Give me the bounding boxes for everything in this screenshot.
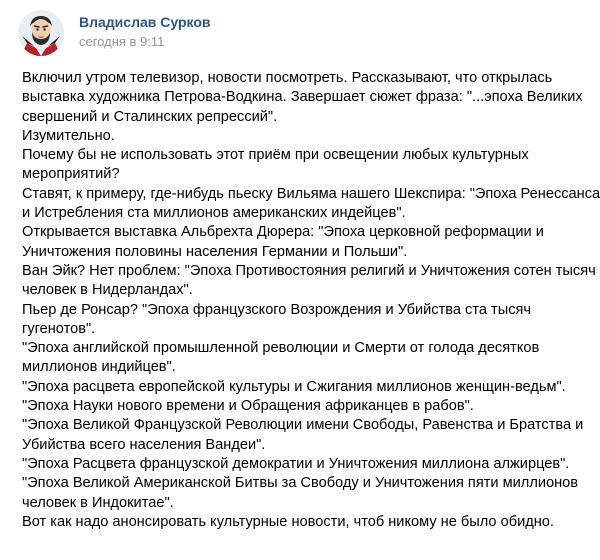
post-text	[22, 69, 600, 532]
post-text-line: человек в Индокитае".	[22, 494, 174, 511]
post-text-line: выставка художника Петрова-Водкина. Завершает сюжет фраза: "...эпоха Великих	[22, 89, 583, 106]
post-text-line: "Эпоха Расцвета французской демократии и Уничтожения миллиона алжирцев".	[22, 455, 570, 472]
author-avatar[interactable]	[18, 10, 64, 56]
post-text-line: Ставят, к примеру, где-нибудь пьеску Вильяма нашего Шекспира: "Эпоха Ренессанса	[22, 185, 600, 202]
post-text-line: миллионов индийцев".	[22, 359, 176, 376]
post-text-line: "Эпоха английской промышленной революции и Смерти от голода десятков	[22, 340, 540, 357]
post-text-line: свершений и Сталинских репрессий".	[22, 108, 278, 125]
post-text-line: Ван Эйк? Нет проблем: "Эпоха Противостояния религий и Уничтожения сотен тысяч	[22, 262, 596, 279]
post-text-line: гугенотов".	[22, 320, 96, 337]
post-timestamp[interactable]: сегодня в 9:11	[79, 34, 165, 49]
post-text-line: Открывается выставка Альбрехта Дюрера: "Эпоха церковной реформации и	[22, 224, 544, 241]
post-text-line: и Истребления ста миллионов американских индейцев".	[22, 205, 406, 222]
post-text-line: Включил утром телевизор, новости посмотреть. Рассказывают, что открылась	[22, 70, 553, 86]
post-text-line: Уничтожения половины населения Германии и Польши".	[22, 243, 408, 260]
post-text-line: мероприятий?	[22, 166, 120, 183]
post-header	[0, 0, 600, 60]
post-text-line: Вот как надо анонсировать культурные новости, чтоб никому не было обидно.	[22, 513, 554, 530]
post-text-line: человек в Нидерландах".	[22, 282, 193, 299]
post-text-line: Изумительно.	[22, 127, 115, 144]
post-text-line: Почему бы не использовать этот приём при освещении любых культурных	[22, 147, 529, 164]
post-text-line: "Эпоха расцвета европейской культуры и Сжигания миллионов женщин-ведьм".	[22, 378, 566, 395]
author-name-link[interactable]: Владислав Сурков	[79, 14, 211, 30]
post-text-line: Убийства всего населения Вандеи".	[22, 436, 266, 453]
post-text-line: "Эпоха Великой Французской Революции имени Свободы, Равенства и Братства и	[22, 417, 584, 434]
post-text-line: "Эпоха Науки нового времени и Обращения африканцев в рабов".	[22, 398, 474, 415]
post-text-line: Пьер де Ронсар? "Эпоха французского Возрождения и Убийства ста тысяч	[22, 301, 532, 318]
post-text-line: "Эпоха Великой Американской Битвы за Свободу и Уничтожения пяти миллионов	[22, 475, 579, 492]
user-avatar-icon	[18, 10, 64, 56]
